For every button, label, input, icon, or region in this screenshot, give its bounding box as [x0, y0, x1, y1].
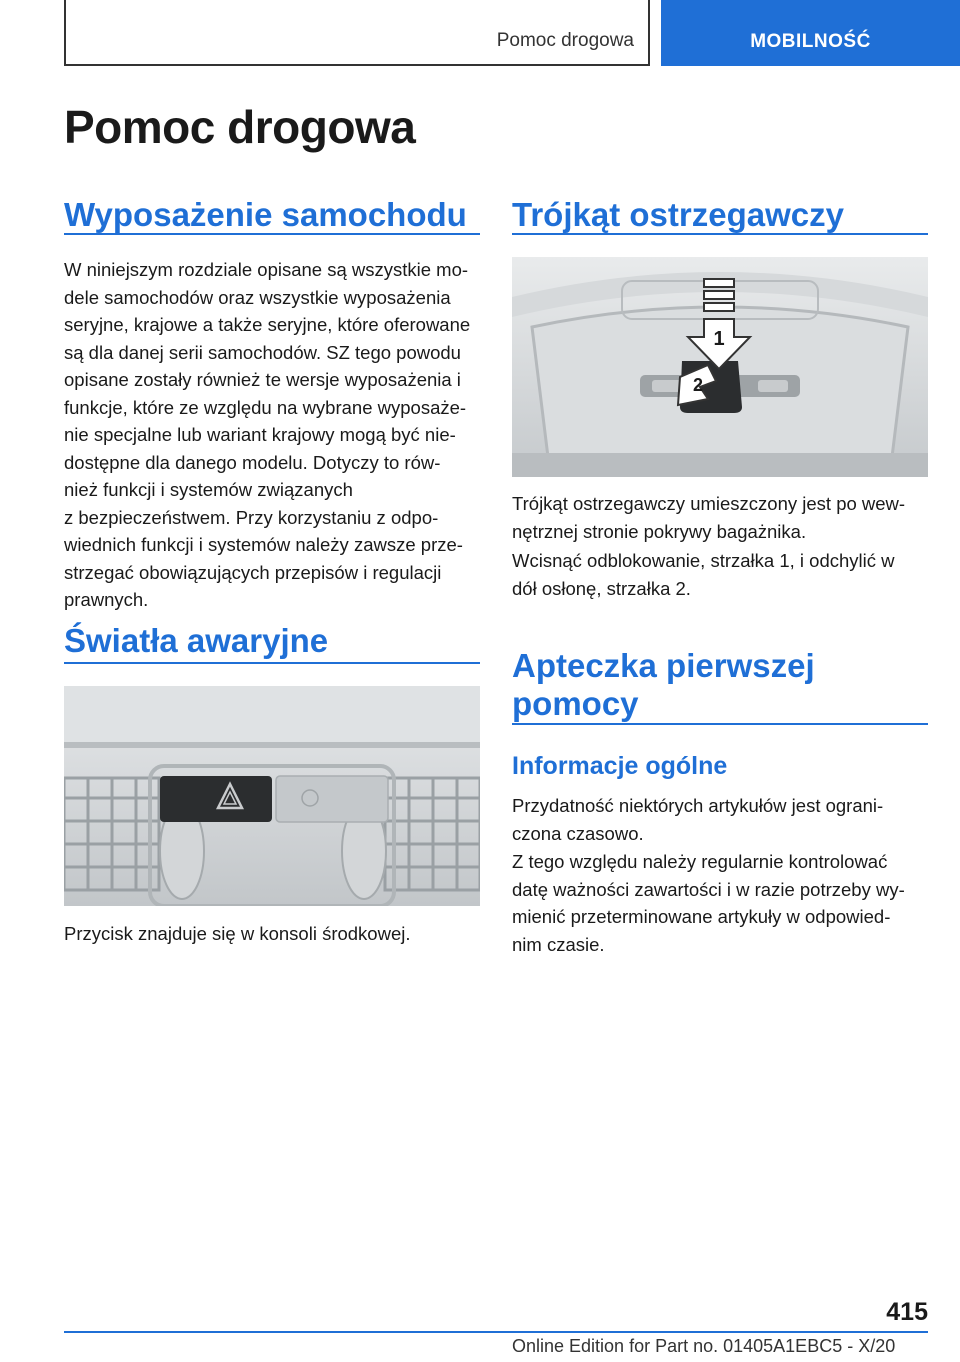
hazard-heading: Światła awaryjne — [64, 622, 329, 659]
text-line: nież funkcji i systemów związanych — [64, 479, 353, 500]
text-line: są dla danej serii samochodów. SZ tego powodu — [64, 341, 461, 363]
page-header — [0, 0, 960, 66]
equipment-rule — [64, 233, 480, 235]
triangle-text-1 — [512, 490, 928, 545]
text-line: dostępne dla danego modelu. Dotyczy to rów‐ — [64, 451, 441, 473]
text-line: Przycisk znajduje się w konsoli środkowej. — [64, 923, 411, 944]
text-line: Z tego względu należy regularnie kontrolować — [512, 851, 888, 872]
text-line: prawnych. — [64, 589, 149, 610]
header-section-title: Pomoc drogowa — [496, 30, 634, 51]
firstaid-heading-line: Apteczka pierwszej — [512, 647, 815, 684]
triangle-text-2 — [512, 547, 928, 602]
text-line: nim czasie. — [512, 933, 605, 955]
page-title: Pomoc drogowa — [64, 101, 416, 153]
figure-label-2: 2 — [692, 375, 704, 395]
equipment-text — [64, 256, 480, 614]
hazard-caption — [64, 920, 480, 948]
text-line: Przydatność niektórych artykułów jest ograni‐ — [512, 795, 884, 816]
text-line: opisane zostały również te wersje wyposażenia i — [64, 369, 461, 390]
text-line: nętrznej stronie pokrywy bagażnika. — [512, 520, 807, 542]
footer-edition: Online Edition for Part no. 01405A1EBC5 - X/20 — [512, 1336, 896, 1356]
text-line: dele samochodów oraz wszystkie wyposażenia — [64, 286, 451, 308]
text-line: Wcisnąć odblokowanie, strzałka 1, i odchylić w — [512, 550, 895, 571]
hazard-rule — [64, 662, 480, 664]
hazard-switch-figure — [64, 686, 480, 906]
text-line: strzegać obowiązujących przepisów i regulacji — [64, 561, 442, 583]
text-line: wiednich funkcji i systemów należy zawsze prze‐ — [64, 534, 463, 555]
text-line: z bezpieczeństwem. Przy korzystaniu z odpo‐ — [64, 506, 439, 528]
firstaid-heading-line: pomocy — [512, 685, 639, 722]
text-line: W niniejszym rozdziale opisane są wszystkie mo‐ — [64, 259, 469, 280]
header-chapter-tab — [661, 0, 960, 66]
text-line: czona czasowo. — [512, 822, 644, 844]
firstaid-heading — [512, 647, 815, 723]
firstaid-text-1 — [512, 792, 928, 847]
text-line: mienić przeterminowane artykuły w odpowied‐ — [512, 906, 891, 927]
text-line: seryjne, krajowe a także seryjne, które oferowane — [64, 314, 471, 335]
text-line: funkcje, które ze względu na wybrane wyposaże‐ — [64, 396, 467, 418]
triangle-heading: Trójkąt ostrzegawczy — [512, 196, 844, 233]
warning-triangle-figure — [512, 257, 928, 477]
trunk-lid-illustration — [512, 257, 928, 477]
firstaid-rule — [512, 723, 928, 725]
text-line: dół osłonę, strzałka 2. — [512, 577, 691, 599]
center-console-illustration — [64, 686, 480, 906]
page-number: 415 — [886, 1298, 928, 1326]
triangle-rule — [512, 233, 928, 235]
firstaid-subheading: Informacje ogólne — [512, 752, 728, 780]
header-section-box — [64, 0, 650, 66]
footer-rule — [64, 1331, 928, 1333]
equipment-heading: Wyposażenie samochodu — [64, 196, 467, 233]
header-chapter-label: MOBILNOŚĆ — [750, 31, 871, 52]
text-line: Trójkąt ostrzegawczy umieszczony jest po wew‐ — [512, 493, 906, 514]
text-line: datę ważności zawartości i w razie potrzeby wy‐ — [512, 878, 905, 900]
figure-label-1: 1 — [713, 328, 725, 350]
text-line: nie specjalne lub wariant krajowy mogą być nie‐ — [64, 424, 456, 445]
firstaid-text-2 — [512, 848, 928, 958]
